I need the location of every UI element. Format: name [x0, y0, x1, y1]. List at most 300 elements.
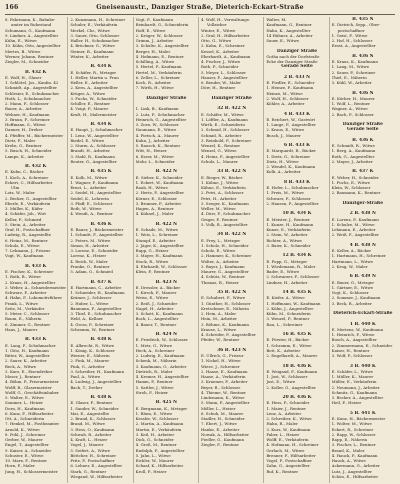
resident-entry: E. Lang, F., Schuhmacher — [5, 342, 56, 348]
resident-entry: 3. Kuhn, E., Schreiner — [200, 43, 245, 49]
resident-entry: 5. Hertel, P., Kaufmann — [135, 64, 182, 70]
resident-entry: Kuhn, J., Arbeiter — [135, 137, 170, 143]
resident-entry: 6. Kunz, F., Hilfsarbeiter — [5, 410, 54, 416]
resident-entry: Werner, Johann, Rentner — [5, 53, 54, 59]
resident-entry: 4. Pietsch, A., Maurer — [135, 132, 179, 138]
section-heading: 3 B. 440 K — [349, 363, 376, 369]
resident-entry: Werner, E., Näherin — [70, 353, 110, 358]
resident-entry: E. Keller, A., Bäcker — [331, 248, 372, 253]
resident-entry: Bott, K., Arbeiter — [266, 347, 301, 353]
resident-entry: 4. Fischer, J., Witwe — [200, 59, 241, 64]
resident-entry: Lehmann, E., Arbeiter — [331, 227, 376, 232]
resident-entry: 3. Fischer, L., Rentner — [331, 442, 376, 448]
resident-entry: 4. Wolf, H., Verwaltungs- — [200, 17, 251, 22]
resident-entry: 5. Busch, H., Schneider — [5, 148, 52, 154]
resident-entry: 3. Schreiber, H., Kaufmann — [70, 368, 125, 374]
resident-entry: Maurer, G., Angestellter — [200, 269, 249, 274]
resident-entry: Schwarz, P., Arbeiter — [5, 290, 47, 295]
resident-entry: 4. Böhm, P., Friseurmeister — [5, 379, 59, 385]
resident-entry: Wenzel, K., Rentner — [200, 143, 241, 148]
resident-entry: Kühn, M., Schneiderin — [266, 311, 311, 316]
resident-entry: 4. Schröder, P., Angestellter — [200, 332, 256, 337]
resident-entry: 1. Kühne, J., Witwe — [200, 179, 239, 185]
section-heading: 35 B. 422 N — [217, 290, 247, 295]
resident-entry: E. Kunz, H., Bäckermeister — [331, 416, 386, 421]
resident-entry: Hanke, E., Arbeiter — [200, 426, 240, 432]
resident-entry: Roth, W., Witwe — [70, 206, 102, 211]
resident-entry: Sommer, L., Heizer — [5, 400, 44, 406]
resident-entry: 3. Reinhold, F., Schreiner — [200, 137, 252, 143]
resident-entry: E. Bauer, J., Bäckermeister — [70, 227, 124, 232]
resident-entry: 1. Link, B., Kaufmann — [135, 106, 179, 112]
resident-entry: E. Bauer, G., Metzger — [331, 279, 375, 285]
resident-entry: E. Weigand, F., Kaufmann — [266, 368, 318, 374]
resident-entry: 7. Wirth, H., Witwe — [135, 85, 174, 91]
resident-entry: 2. Schmid, H., Schlosser — [200, 127, 250, 133]
section-heading: 36 B. 423 N — [217, 347, 247, 353]
resident-entry: 6. Zimmer, G., Rentner — [5, 321, 51, 327]
resident-entry: Kühn, E., Witwe — [5, 38, 37, 43]
resident-entry: Hahn, K., Angestellter — [266, 27, 311, 33]
resident-entry: 5. Mann, P., Angestellter — [200, 400, 250, 406]
resident-entry: E. Hess, P., Schneider — [266, 400, 310, 406]
resident-entry: 1. Wagner, P., Kaufmann — [70, 179, 119, 185]
resident-entry: E. Glaser, F., Rentner — [70, 400, 113, 406]
resident-entry: 10. Kühn, Otto, Angestellter — [5, 43, 61, 49]
resident-entry: 1. Schlötel, Jos., Kaufm. 42 — [5, 80, 59, 85]
resident-entry: 10. Marx, F., Rentner — [5, 458, 48, 463]
resident-entry: 4. Heinz, P., Angestellter — [200, 153, 250, 159]
resident-entry: Vogel, P., Postschaffner — [266, 458, 312, 463]
resident-entry: Schön, E., Hilfsarbeiter — [331, 473, 379, 479]
resident-entry: 2. Kühn, J., Angestellter — [266, 305, 314, 311]
resident-entry: 2. Kunzmann, H., Schreiner — [70, 17, 126, 22]
resident-entry: 4. Ehrhardt, W., Schlosser — [135, 263, 188, 269]
resident-entry: 5. Stein, A., Arbeiter — [5, 221, 46, 227]
section-heading: 14 B. 435 K — [282, 290, 312, 295]
resident-entry: Arnold, K., Witwe — [5, 426, 40, 432]
section-heading: 10 B. 434 K — [282, 211, 312, 217]
resident-entry: 4. Kühnel, J., Maler — [135, 211, 174, 217]
resident-entry: 2. Wolf, H., Schlosser — [266, 95, 309, 101]
resident-entry: 2. Krug, W., Maler — [331, 263, 368, 269]
resident-entry: 1. Maier, J., Rentner — [266, 405, 306, 411]
section-heading: B. 424 N — [155, 332, 178, 337]
resident-entry: 9. Lindner, A., Angestellter — [5, 32, 59, 38]
resident-entry: 5. Seifert, A., Witwe — [70, 447, 111, 453]
resident-entry: E. Meister, J., Rentner — [266, 216, 310, 222]
resident-entry: 2. Reiß, J., Schneider — [135, 300, 178, 306]
resident-entry: Martin, E., Verkäuferin — [135, 426, 182, 432]
resident-entry: 1. Müller, K., Maurer — [331, 374, 374, 379]
resident-entry: 1. Kirsch, F., Maurer — [135, 290, 177, 295]
resident-entry: 2. Lutz, F., Schuhmacher — [135, 111, 185, 117]
resident-entry: 4. Dürr, F., Schuhmacher — [200, 211, 251, 217]
resident-entry: Horn, P., Maler — [5, 463, 35, 469]
resident-entry: 2. Hof, H., Schlosser — [331, 38, 373, 43]
resident-entry: Simon, H., Arbeiter — [70, 242, 109, 248]
resident-entry: 1. Heinrich, F., Witwe — [331, 332, 375, 337]
resident-entry: 4. Brückner, G., Witwe — [70, 43, 115, 49]
resident-entry: Vollzieher — [206, 22, 227, 28]
resident-entry: 6. Heinz, M., Rentner — [5, 237, 48, 243]
resident-entry: Mai, E., Angestellte — [70, 410, 110, 416]
resident-entry: Ecke der Danziger Straße — [266, 59, 318, 64]
section-heading: 2 B. 433 N — [283, 74, 311, 80]
resident-entry: 1. Löffler, A., Kaufmann — [200, 116, 248, 122]
resident-entry: Brand, K., Maler — [331, 447, 365, 453]
directory-column — [332, 17, 395, 483]
resident-entry: 4. Hauck, P., Kaufmann — [331, 452, 378, 458]
resident-entry: Ernst, A., Angestellter — [331, 43, 376, 49]
resident-entry: 14 Hübner, A., Arbeiter — [266, 32, 313, 38]
section-heading: 6 B. 439 N — [349, 274, 376, 280]
resident-entry: 1. Kunze, H., Kaufmann — [266, 221, 314, 227]
resident-entry: Gerber, W., Maurer — [5, 437, 43, 442]
resident-entry: Held, A., Kellner — [70, 316, 104, 322]
resident-entry: 4. Bauer, T., Rentner — [135, 321, 177, 327]
resident-entry: Mertes, B., Witwe — [5, 48, 41, 54]
section-heading: B. 434 K — [90, 122, 112, 127]
resident-entry: 3. Kurz, W., Kaufmann — [266, 426, 311, 432]
resident-entry: 2. Brand, K., Schlosser — [70, 416, 116, 421]
resident-entry: Schmid, R., Arbeiter — [200, 132, 242, 138]
resident-entry: E. Hofer, L., Schuhmacher — [266, 185, 319, 190]
resident-entry: Hein, M., Arbeiter — [200, 316, 238, 322]
resident-entry: 5. Jahn, L., Witwe — [135, 452, 171, 458]
resident-entry: Wiegand, W., Hilfsarbeiter — [70, 473, 123, 479]
resident-entry: 3. Schott, K., Kaufmann — [135, 311, 183, 316]
resident-entry: Schlesier, E., Schuhmacher — [5, 90, 60, 96]
resident-entry: Wolff, G., Geschäftsinhaber — [5, 389, 59, 395]
resident-entry: Haller, H., Schuhmacher — [70, 38, 120, 43]
resident-entry: Hahn, R., Maler — [266, 421, 298, 427]
resident-entry: 3. Pfaff, E., Schlosser — [70, 200, 113, 206]
section-heading: 2 B. 438 N — [349, 211, 376, 217]
resident-entry: 4. Hofmann, E., Rentner — [135, 53, 184, 59]
resident-entry: Kessler, W., Schlosser — [135, 416, 179, 421]
resident-entry: 9. Kaiser, A., Schneider — [5, 447, 52, 453]
resident-entry: 6. Lehner, E., Angestellter — [70, 463, 123, 469]
resident-entry: 2. Bach, F., Schlosser — [331, 111, 374, 117]
resident-entry: Schuler, E., Verkäuferin — [70, 22, 118, 28]
resident-entry: E. Schade, M., Witwe — [135, 227, 178, 232]
resident-entry: Witt, H., Heizer — [135, 148, 167, 154]
resident-entry: Busch, A., Angestellter — [331, 337, 377, 343]
section-heading: 6 B. 433 K — [284, 143, 310, 148]
resident-entry: Ritter, W., Angestellter — [5, 353, 50, 358]
resident-entry: Bader, E., Witwe — [266, 269, 300, 274]
resident-entry: 3. Kühl, W., Arbeiter — [331, 80, 372, 85]
section-heading: B. 438 K — [90, 395, 112, 400]
resident-entry: 8. Fahrmann, K., Bahnbe- — [5, 17, 56, 22]
resident-entry: E. Albrecht, R., Witwe — [70, 342, 115, 348]
resident-entry: E. Haupt, J., Schuhmacher — [70, 127, 123, 133]
resident-entry: E. Körber, H., Maurer — [331, 95, 375, 101]
resident-entry: 3. Sauer, Otto, Schlosser — [70, 32, 120, 38]
section-heading: Danziger-Straße — [342, 200, 384, 206]
resident-entry: Vogel, J., Maurer — [70, 442, 104, 448]
resident-entry: Heinrich, G., Angestellter — [135, 116, 187, 122]
resident-entry: E. Fiedler, E., Schneider — [266, 80, 315, 85]
resident-entry: 4. Schäfer, Joh., Wirt — [5, 211, 46, 217]
resident-entry: Frank, L., Witwe — [5, 300, 38, 306]
resident-entry: E. Kiefer, A., Witwe — [266, 295, 305, 301]
resident-entry: 5. Meyer, L., Schlosser — [200, 69, 247, 75]
resident-entry: Eckert, C., Hilfsarbeiter — [5, 179, 53, 185]
resident-entry: 3. Wenzel, P., Rentner — [266, 316, 310, 322]
resident-entry: Kessel, K., Arbeiter — [200, 48, 240, 54]
resident-entry: 2. Petri, A., Schlosser — [200, 190, 244, 196]
resident-entry: 4. Hahn, F., Lokomotivführer — [5, 295, 63, 301]
resident-entry: 5. Sattler, J., Witwe — [135, 384, 174, 390]
resident-entry: Koch, R., Arbeiter — [135, 80, 172, 85]
resident-entry: E. Mertens, W., Kaufmann — [331, 326, 384, 332]
resident-entry: E. Schubert, F., Witwe — [200, 295, 246, 301]
resident-entry: E. Lorenz, P., Kaufmann — [331, 216, 379, 222]
section-heading: B. 436 K — [90, 221, 112, 227]
resident-entry: Rapp, E., Näherin — [331, 437, 368, 442]
section-heading: Danziger Straße — [276, 48, 318, 54]
resident-entry: Dietz, H., Witwe — [266, 158, 299, 164]
page-number: 166 — [5, 4, 19, 11]
resident-entry: Hoffmann, S., Witwe — [5, 122, 46, 127]
resident-entry: Bach, T., Dreher — [70, 384, 103, 390]
resident-entry: Kroll, P., Heizer — [135, 468, 167, 474]
section-heading: B. 435 N — [352, 17, 374, 22]
resident-entry: 1. Hoffmann, W., Kaufmann — [266, 300, 321, 306]
section-heading: B. 434 K — [90, 64, 112, 70]
section-heading: B. 432 K — [25, 69, 47, 75]
resident-entry: Böttcher, H., Schreiner — [70, 452, 117, 458]
resident-entry: Klein, P., Rentner — [135, 269, 170, 274]
section-heading: 8 B. 433 K — [284, 179, 310, 185]
resident-entry: 2. Rapp, W., Schlosser — [331, 431, 376, 437]
resident-entry: Bauer, A., Arbeiter — [5, 106, 42, 112]
resident-entry: 5. Volk, R., Angestellter — [200, 221, 248, 227]
resident-entry: 1. Geist, F., Witwe — [331, 32, 368, 38]
resident-entry: 2. Zimmermann, E., Schneider — [331, 342, 393, 348]
resident-entry: Wolff, R., Glasermeister — [5, 384, 52, 390]
resident-entry: Lampe, K., Arbeiter — [5, 153, 44, 159]
resident-entry: 2. Krüger, W., Schlosser — [135, 32, 183, 38]
resident-entry: 2. Weiß, F., Angestellter — [331, 232, 379, 238]
resident-entry: Köhler, A., Arbeiter — [266, 101, 305, 106]
resident-entry: 1. Schramm, E., Witwe — [266, 342, 312, 348]
resident-entry: Dörr, H., Rentner — [200, 85, 236, 91]
resident-entry: Lindner, H., Arbeiter — [266, 279, 308, 285]
resident-entry: Klein, W., Schlosser — [331, 185, 371, 190]
resident-entry: Dorn, H., Kaufmann — [5, 405, 45, 411]
resident-entry: 3. Fuchs, W., Schneider — [70, 95, 117, 101]
resident-entry: Weiss, E., Witwe — [135, 295, 169, 301]
resident-entry: 1. Hartmann, H., Schreiner — [331, 253, 386, 259]
resident-entry: Schmidt, Ap., Angestellter — [5, 85, 58, 91]
resident-entry: Walter, M. — [266, 17, 287, 22]
resident-entry: Eberle, E., Verkäuferin — [5, 200, 51, 206]
resident-entry: Zahn, G., Angestellter — [266, 463, 310, 469]
resident-entry: Vogt, W., Kaufmann — [5, 253, 44, 259]
resident-entry: Nowak, A., Hilfsarbeiter — [200, 431, 249, 437]
resident-entry: Pfeifer, W., Rentner — [200, 337, 240, 343]
section-heading: B. 425 N — [155, 400, 178, 406]
resident-entry: Schenk, M., Näherin — [135, 358, 177, 364]
resident-entry: Wiese, J., Schreiner — [200, 363, 240, 369]
resident-entry: 1. Weis, L., Schreiner — [135, 232, 179, 238]
resident-entry: Ott, A., Schneiderin — [5, 416, 45, 421]
resident-entry: Danner, H., Dreher — [5, 127, 43, 133]
resident-entry: 7. Lehmann, J., Friseur — [5, 248, 51, 253]
resident-entry: Fink, G., Arbeiter — [70, 363, 105, 369]
resident-entry: 1. Koch, A., Schreiner — [5, 174, 49, 180]
section-heading: 4 B. 433 K — [284, 111, 310, 117]
resident-entry: E. Weber, H., Schneider — [331, 174, 379, 180]
resident-entry: Roth, P., Schneider — [200, 64, 239, 70]
resident-entry: Roth, G., Angestellter — [331, 153, 375, 159]
section-heading: B. 437 K — [352, 169, 374, 175]
resident-entry: 3. Mayer, H., Kaufmann — [135, 253, 183, 259]
section-heading: 32 B. 422 N — [217, 106, 247, 112]
resident-entry: Vogt, F., Kaufmann — [135, 17, 173, 22]
resident-entry: Wolter, A., Arbeiter — [200, 258, 240, 264]
resident-entry: E. Bergmann, K., Metzger — [135, 405, 188, 411]
resident-entry: Stark, G., Rentner — [70, 468, 107, 474]
resident-entry: Stroh, F., Heizer — [135, 389, 169, 395]
resident-entry: Heck, A., Schreiner — [135, 347, 175, 353]
section-heading: 20 B. 436 K — [282, 395, 312, 400]
resident-entry: Kunze, E., Verkäuferin — [266, 227, 311, 232]
resident-entry: 3. Böhme, K., Kaufmann — [200, 321, 249, 327]
resident-entry: Hartmann, L., Witwe — [331, 258, 373, 264]
resident-entry: 4. Voigt, P., Maurer — [70, 106, 109, 112]
resident-entry: 2. Graf, H., Hilfsarbeiter — [200, 32, 250, 38]
resident-entry: Eichler, W., Maurer — [135, 458, 174, 463]
resident-entry: Scholz, E., Witwe — [200, 248, 236, 253]
resident-entry: Nagel, H., Arbeiter — [135, 305, 174, 311]
resident-entry: 3. Stahl, R., Kaufmann — [70, 153, 115, 159]
directory-column — [70, 17, 133, 483]
resident-entry: 3. Braun, F., Schreiner — [5, 116, 50, 122]
resident-entry: 3. Keil, H., Arbeiter — [135, 431, 175, 437]
resident-entry: E. Frey, L., Metzger — [200, 237, 241, 243]
resident-entry: postschaffner — [337, 27, 365, 33]
resident-entry: 2. Becker, G., Angestellter — [5, 195, 57, 201]
resident-entry: 6. Schuh, M., Maurer — [200, 410, 244, 416]
resident-entry: Franke, O., Rentner — [70, 263, 110, 269]
resident-entry: Ernst, L., Arbeiter — [70, 185, 107, 190]
section-heading: B. 423 N — [155, 279, 178, 285]
resident-entry: Rau, L., Schreiner — [266, 321, 303, 327]
section-heading: 34 B. 422 N — [217, 232, 247, 238]
resident-entry: 1. König, K., Schlosser — [70, 347, 115, 353]
resident-entry: 3. Kaufmann, O., Arbeiter — [135, 363, 187, 369]
resident-entry: 2. Ludwig, E., Kaufmann — [135, 353, 185, 358]
resident-entry: 1. Roth, B., Witwe — [5, 274, 41, 280]
resident-entry: Gerlach, M., Witwe — [266, 447, 305, 453]
section-heading: Dieterich-Eckart-Straße — [333, 311, 393, 316]
section-heading: B. 436 N — [352, 90, 374, 96]
resident-entry: 5. Walter, E., Witwe — [5, 395, 44, 400]
resident-entry: 3. Wolf, P., Schlosser — [331, 353, 373, 358]
resident-entry: 2. Stein, W., Arbeiter — [266, 232, 308, 238]
section-heading: 4 B. 438 N — [349, 242, 376, 248]
resident-entry: E. Marquardt, R., Bäcker — [266, 148, 317, 154]
resident-entry: 2. Mayer, J., Arbeiter — [331, 158, 373, 164]
resident-entry: 2. Hammer, K., Schreiner — [200, 253, 252, 259]
resident-entry: E. Kuhn, C., Bäcker — [5, 169, 44, 175]
resident-entry: 2. Sauer, P., Schreiner — [331, 69, 376, 75]
section-heading: Gerade Seite — [281, 64, 313, 70]
section-heading: B. 438 K — [90, 337, 112, 343]
resident-entry: Lorenz, K., Heizer — [70, 253, 107, 259]
resident-entry: Schilling, A., Witwe — [135, 59, 175, 64]
section-heading: 33 B. 422 N — [217, 169, 247, 175]
page-header — [5, 4, 395, 15]
section-heading: B. 437 K — [90, 279, 112, 285]
resident-entry: Engel, T., Angestellter — [5, 442, 49, 448]
resident-entry: Körner, E., Schlosser — [135, 195, 178, 201]
resident-entry: Petri, H., Arbeiter — [200, 195, 237, 201]
resident-entry: 1. Sander, W., Schneider — [70, 405, 119, 411]
column-container — [5, 17, 395, 483]
resident-entry: Winter, K., Arbeiter — [70, 53, 109, 59]
resident-entry: Möller, L., Heizer — [200, 405, 236, 411]
resident-entry: 1. Fuchs, E., Witwe — [331, 179, 370, 185]
resident-entry: E. Wolf, H., Glaser — [5, 74, 42, 80]
resident-entry: Thiel, E., Näherin — [331, 74, 367, 80]
section-heading: B. 432 K — [25, 164, 47, 169]
resident-entry: Hagen, A., Rentner — [135, 206, 174, 211]
resident-entry: Heller, E., Arbeiter — [70, 80, 108, 85]
resident-entry: 1. Schneider, H., Kaufmann — [70, 290, 125, 295]
resident-entry: Heinze, M., Witwe — [266, 90, 303, 96]
directory-column — [201, 17, 264, 483]
resident-entry: 2. Neumann, J., Arbeiter — [331, 384, 380, 390]
resident-entry: Schulz, E., Witwe — [5, 242, 40, 248]
resident-entry: 2. Schreiber, K., Witwe — [266, 416, 312, 421]
resident-entry: 5. Adam, G., Schmied — [70, 269, 113, 274]
resident-entry: 4. Reich, W., Maler — [70, 258, 108, 264]
section-heading: 18 B. 436 K — [282, 363, 312, 369]
resident-entry: Berger, H., Maler — [135, 48, 171, 54]
resident-entry: Busch, J., Maurer — [266, 132, 301, 138]
resident-entry: Weller, M., Witwe — [200, 206, 236, 211]
resident-entry: Ruf, K., Rentner — [266, 468, 299, 474]
resident-entry: Otto, G., Witwe — [200, 38, 232, 43]
resident-entry: Ulm — [11, 185, 20, 190]
directory-column — [136, 17, 199, 483]
resident-entry: Wehner, H., Kaufmann — [5, 111, 50, 117]
resident-entry: 1. Berg, A., Kaufmann — [331, 148, 376, 154]
resident-entry: Raab, H., Witwe — [135, 185, 168, 190]
resident-entry: 2. Seidel, H., Angestellter — [70, 190, 122, 196]
resident-entry: Paul, A., Witwe — [70, 374, 101, 379]
resident-entry: Jost, E., Witwe — [266, 379, 296, 385]
resident-entry: Stadler, H., Schneider — [200, 416, 245, 421]
resident-entry: Ludwig, R., Angestellte — [5, 232, 52, 238]
section-heading: B. 433 K — [25, 263, 47, 269]
resident-entry: 2. Wendel, K., Kaufmann — [266, 164, 316, 169]
resident-entry: 2. Hertz, P., Angestellter — [135, 190, 184, 196]
resident-entry: E. Friedrich, W., Schlosser — [135, 337, 188, 343]
resident-entry: Krämer, J., Schlosser — [70, 295, 112, 301]
resident-entry: 3. Beck, R., Arbeiter — [331, 300, 372, 306]
resident-entry: Moser, J., Rentner — [5, 374, 41, 379]
resident-entry: Beyer, R., Schlosser — [200, 384, 241, 390]
resident-entry: 1. Scholz, H., Schneider — [200, 242, 249, 248]
resident-entry: Steiner, R., Kaufmann — [70, 48, 114, 54]
resident-entry: 1. Wolter, M., Witwe — [331, 421, 372, 427]
